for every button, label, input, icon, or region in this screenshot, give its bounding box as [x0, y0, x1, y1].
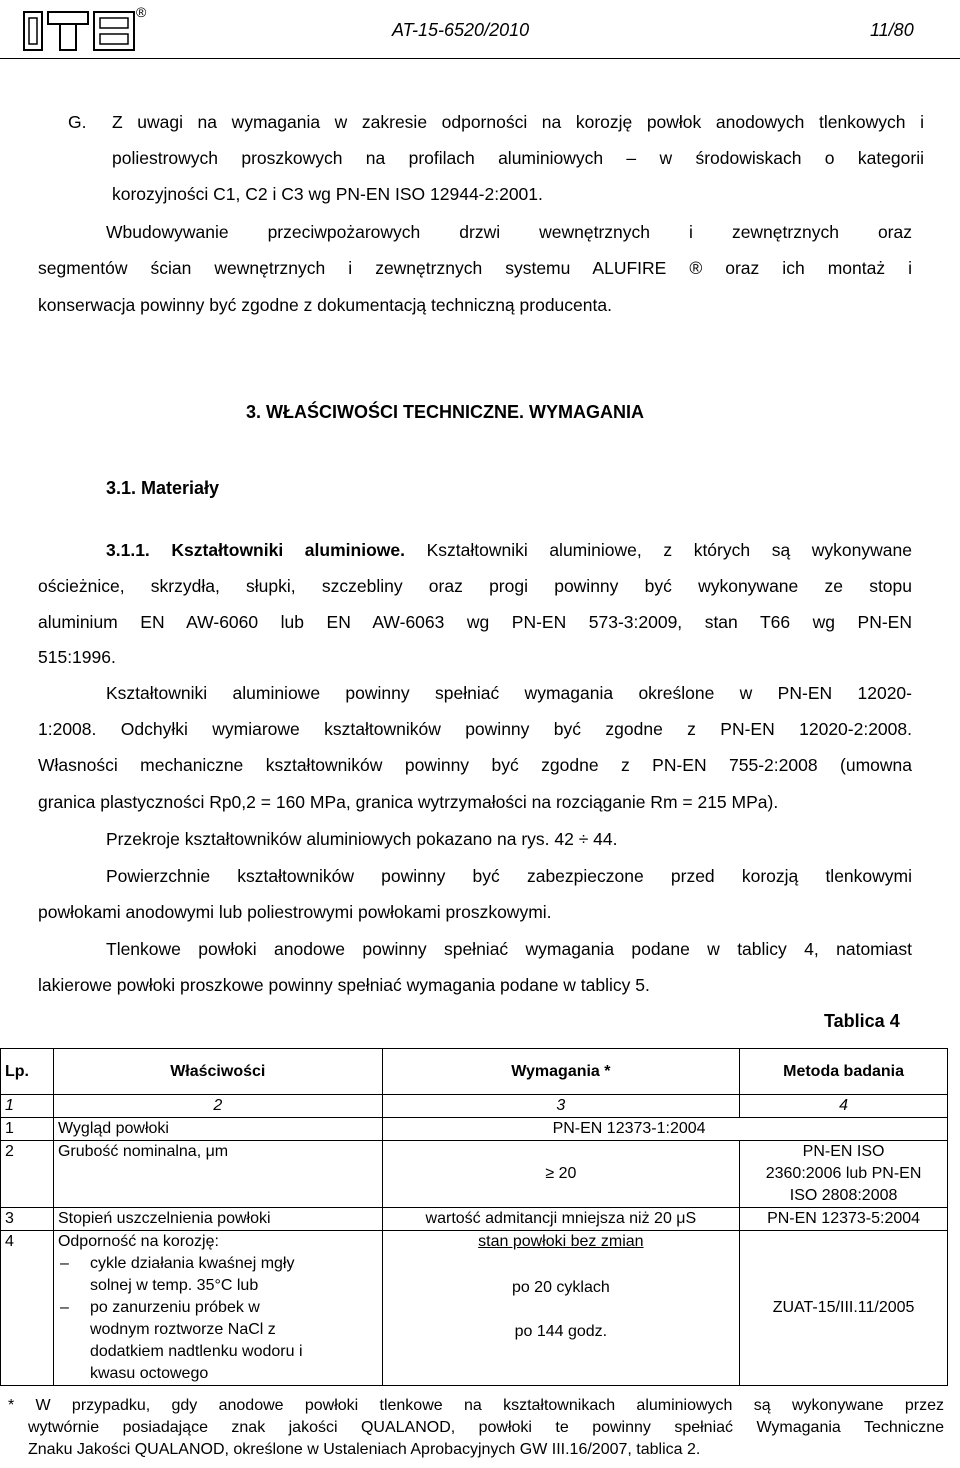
col-number-4: 4	[740, 1095, 948, 1118]
row4-item-salt-fog	[58, 1253, 378, 1297]
requirements-para-line-3: Własności mechaniczne kształtowników powinny być zgodne z PN-EN 755-2:2008 (umowna	[38, 755, 912, 775]
row2-method	[740, 1141, 948, 1208]
row2-method-line: 2360:2006 lub PN-EN	[765, 1165, 922, 1182]
header-requirements: Wymagania *	[382, 1049, 740, 1095]
footnote-line-1: * W przypadku, gdy anodowe powłoki tlenkowe na kształtownikach aluminiowych są wykonywane przez	[8, 1397, 944, 1414]
surface-para-line-1: Powierzchnie kształtowników powinny być zabezpieczone przed korozją tlenkowymi	[106, 866, 912, 886]
row3-method: PN-EN 12373-5:2004	[740, 1208, 948, 1231]
profiles-para-line-2: ościeżnice, skrzydła, słupki, szczebliny oraz progi powinny być wykonywane ze stopu	[38, 576, 912, 596]
profiles-para-line-1	[106, 532, 912, 568]
row4-req-cycles: po 20 cyklach	[511, 1279, 610, 1296]
row4-item-line: wodnym roztworze NaCl z	[89, 1321, 276, 1338]
row4-req-hours: po 144 godz.	[514, 1323, 608, 1340]
row4-lp: 4	[1, 1231, 54, 1386]
row4-item-immersion	[58, 1297, 378, 1385]
registered-mark: ®	[136, 4, 147, 20]
subsection-title: 3.1. Materiały	[106, 478, 220, 498]
row4-method: ZUAT-15/III.11/2005	[740, 1231, 948, 1386]
item-g-line-1: Z uwagi na wymagania w zakresie odporności na korozję powłok anodowych tlenkowych i	[112, 112, 924, 132]
profiles-para-start: Kształtowniki aluminiowe, z których są wykonywane	[426, 540, 912, 560]
row1-requirement-method: PN-EN 12373-1:2004	[382, 1118, 947, 1141]
requirements-para-line-1: Kształtowniki aluminiowe powinny spełniać wymagania określone w PN-EN 12020-	[106, 683, 912, 703]
cross-section-para: Przekroje kształtowników aluminiowych pokazano na rys. 42 ÷ 44.	[106, 829, 618, 849]
document-id: AT-15-6520/2010	[392, 20, 530, 40]
header-divider	[0, 58, 960, 59]
row4-item-line: cykle działania kwaśnej mgły	[89, 1255, 295, 1272]
table-row	[1, 1118, 948, 1141]
row4-property-title: Odporność na korozję:	[57, 1233, 219, 1250]
table-row	[1, 1141, 948, 1208]
row2-method-line: PN-EN ISO	[802, 1143, 885, 1160]
table-header-row	[1, 1049, 948, 1095]
col-number-1: 1	[1, 1095, 54, 1118]
col-number-2: 2	[53, 1095, 382, 1118]
table-footnote	[0, 1395, 944, 1461]
row1-property: Wygląd powłoki	[53, 1118, 382, 1141]
item-g-line-2: poliestrowych proszkowych na profilach aluminiowych – w środowiskach o kategorii	[112, 148, 924, 168]
row4-requirement	[382, 1231, 740, 1386]
page-number: 11/80	[870, 20, 914, 40]
row2-property: Grubość nominalna, μm	[53, 1141, 382, 1208]
requirements-para-line-4: granica plastyczności Rp0,2 = 160 MPa, granica wytrzymałości na rozciąganie Rm = 215 MPa).	[38, 792, 779, 812]
item-g-line-3: korozyjności C1, C2 i C3 wg PN-EN ISO 12944-2:2001.	[112, 184, 543, 204]
install-para-line-1: Wbudowywanie przeciwpożarowych drzwi wewnętrznych i zewnętrznych oraz	[106, 222, 912, 242]
header-properties: Właściwości	[53, 1049, 382, 1095]
row3-property: Stopień uszczelnienia powłoki	[53, 1208, 382, 1231]
item-letter: G.	[68, 112, 87, 132]
row2-requirement: ≥ 20	[382, 1141, 740, 1208]
footnote-line-2: wytwórnie posiadające znak jakości QUALANOD, powłoki te powinny spełniać Wymagania Techniczne	[28, 1419, 944, 1436]
footnote-line-3: Znaku Jakości QUALANOD, określone w Ustaleniach Aprobacyjnych GW III.16/2007, tablica 2.	[28, 1441, 701, 1458]
col-number-3: 3	[382, 1095, 740, 1118]
section-title: 3. WŁAŚCIWOŚCI TECHNICZNE. WYMAGANIA	[246, 402, 644, 422]
dash-bullet-icon: –	[59, 1299, 69, 1316]
row3-requirement: wartość admitancji mniejsza niż 20 μS	[382, 1208, 740, 1231]
surface-para-line-2: powłokami anodowymi lub poliestrowymi powłokami proszkowymi.	[38, 902, 552, 922]
row4-item-line: kwasu octowego	[89, 1365, 209, 1382]
dash-bullet-icon: –	[59, 1255, 69, 1272]
row4-property	[53, 1231, 382, 1386]
profiles-para-line-3: aluminium EN AW-6060 lub EN AW-6063 wg PN-EN 573-3:2009, stan T66 wg PN-EN	[38, 612, 912, 632]
row3-lp: 3	[1, 1208, 54, 1231]
row1-lp: 1	[1, 1118, 54, 1141]
row4-req-header: stan powłoki bez zmian	[478, 1233, 644, 1250]
coatings-para-line-2: lakierowe powłoki proszkowe powinny spełniać wymagania podane w tablicy 5.	[38, 975, 650, 995]
row4-item-line: dodatkiem nadtlenku wodoru i	[89, 1343, 303, 1360]
install-para-line-2: segmentów ścian wewnętrznych i zewnętrznych systemu ALUFIRE ® oraz ich montaż i	[38, 258, 912, 278]
table-row	[1, 1208, 948, 1231]
table-4	[0, 1048, 948, 1386]
subsubsection-title: 3.1.1. Kształtowniki aluminiowe.	[106, 540, 405, 560]
row4-item-line: solnej w temp. 35°C lub	[89, 1277, 259, 1294]
install-para-line-3: konserwacja powinny być zgodne z dokumentacją techniczną producenta.	[38, 295, 612, 315]
row4-item-line: po zanurzeniu próbek w	[89, 1299, 260, 1316]
table-row	[1, 1231, 948, 1386]
itb-logo	[22, 4, 152, 54]
table-column-numbers	[1, 1095, 948, 1118]
row2-method-line: ISO 2808:2008	[789, 1187, 898, 1204]
profiles-para-line-4: 515:1996.	[38, 647, 116, 667]
coatings-para-line-1: Tlenkowe powłoki anodowe powinny spełniać wymagania podane w tablicy 4, natomiast	[106, 939, 912, 959]
header-lp: Lp.	[1, 1049, 54, 1095]
row2-lp: 2	[1, 1141, 54, 1208]
requirements-para-line-2: 1:2008. Odchyłki wymiarowe kształtowników powinny być zgodne z PN-EN 12020-2:2008.	[38, 719, 912, 739]
header-method: Metoda badania	[740, 1049, 948, 1095]
table-caption: Tablica 4	[824, 1011, 900, 1031]
